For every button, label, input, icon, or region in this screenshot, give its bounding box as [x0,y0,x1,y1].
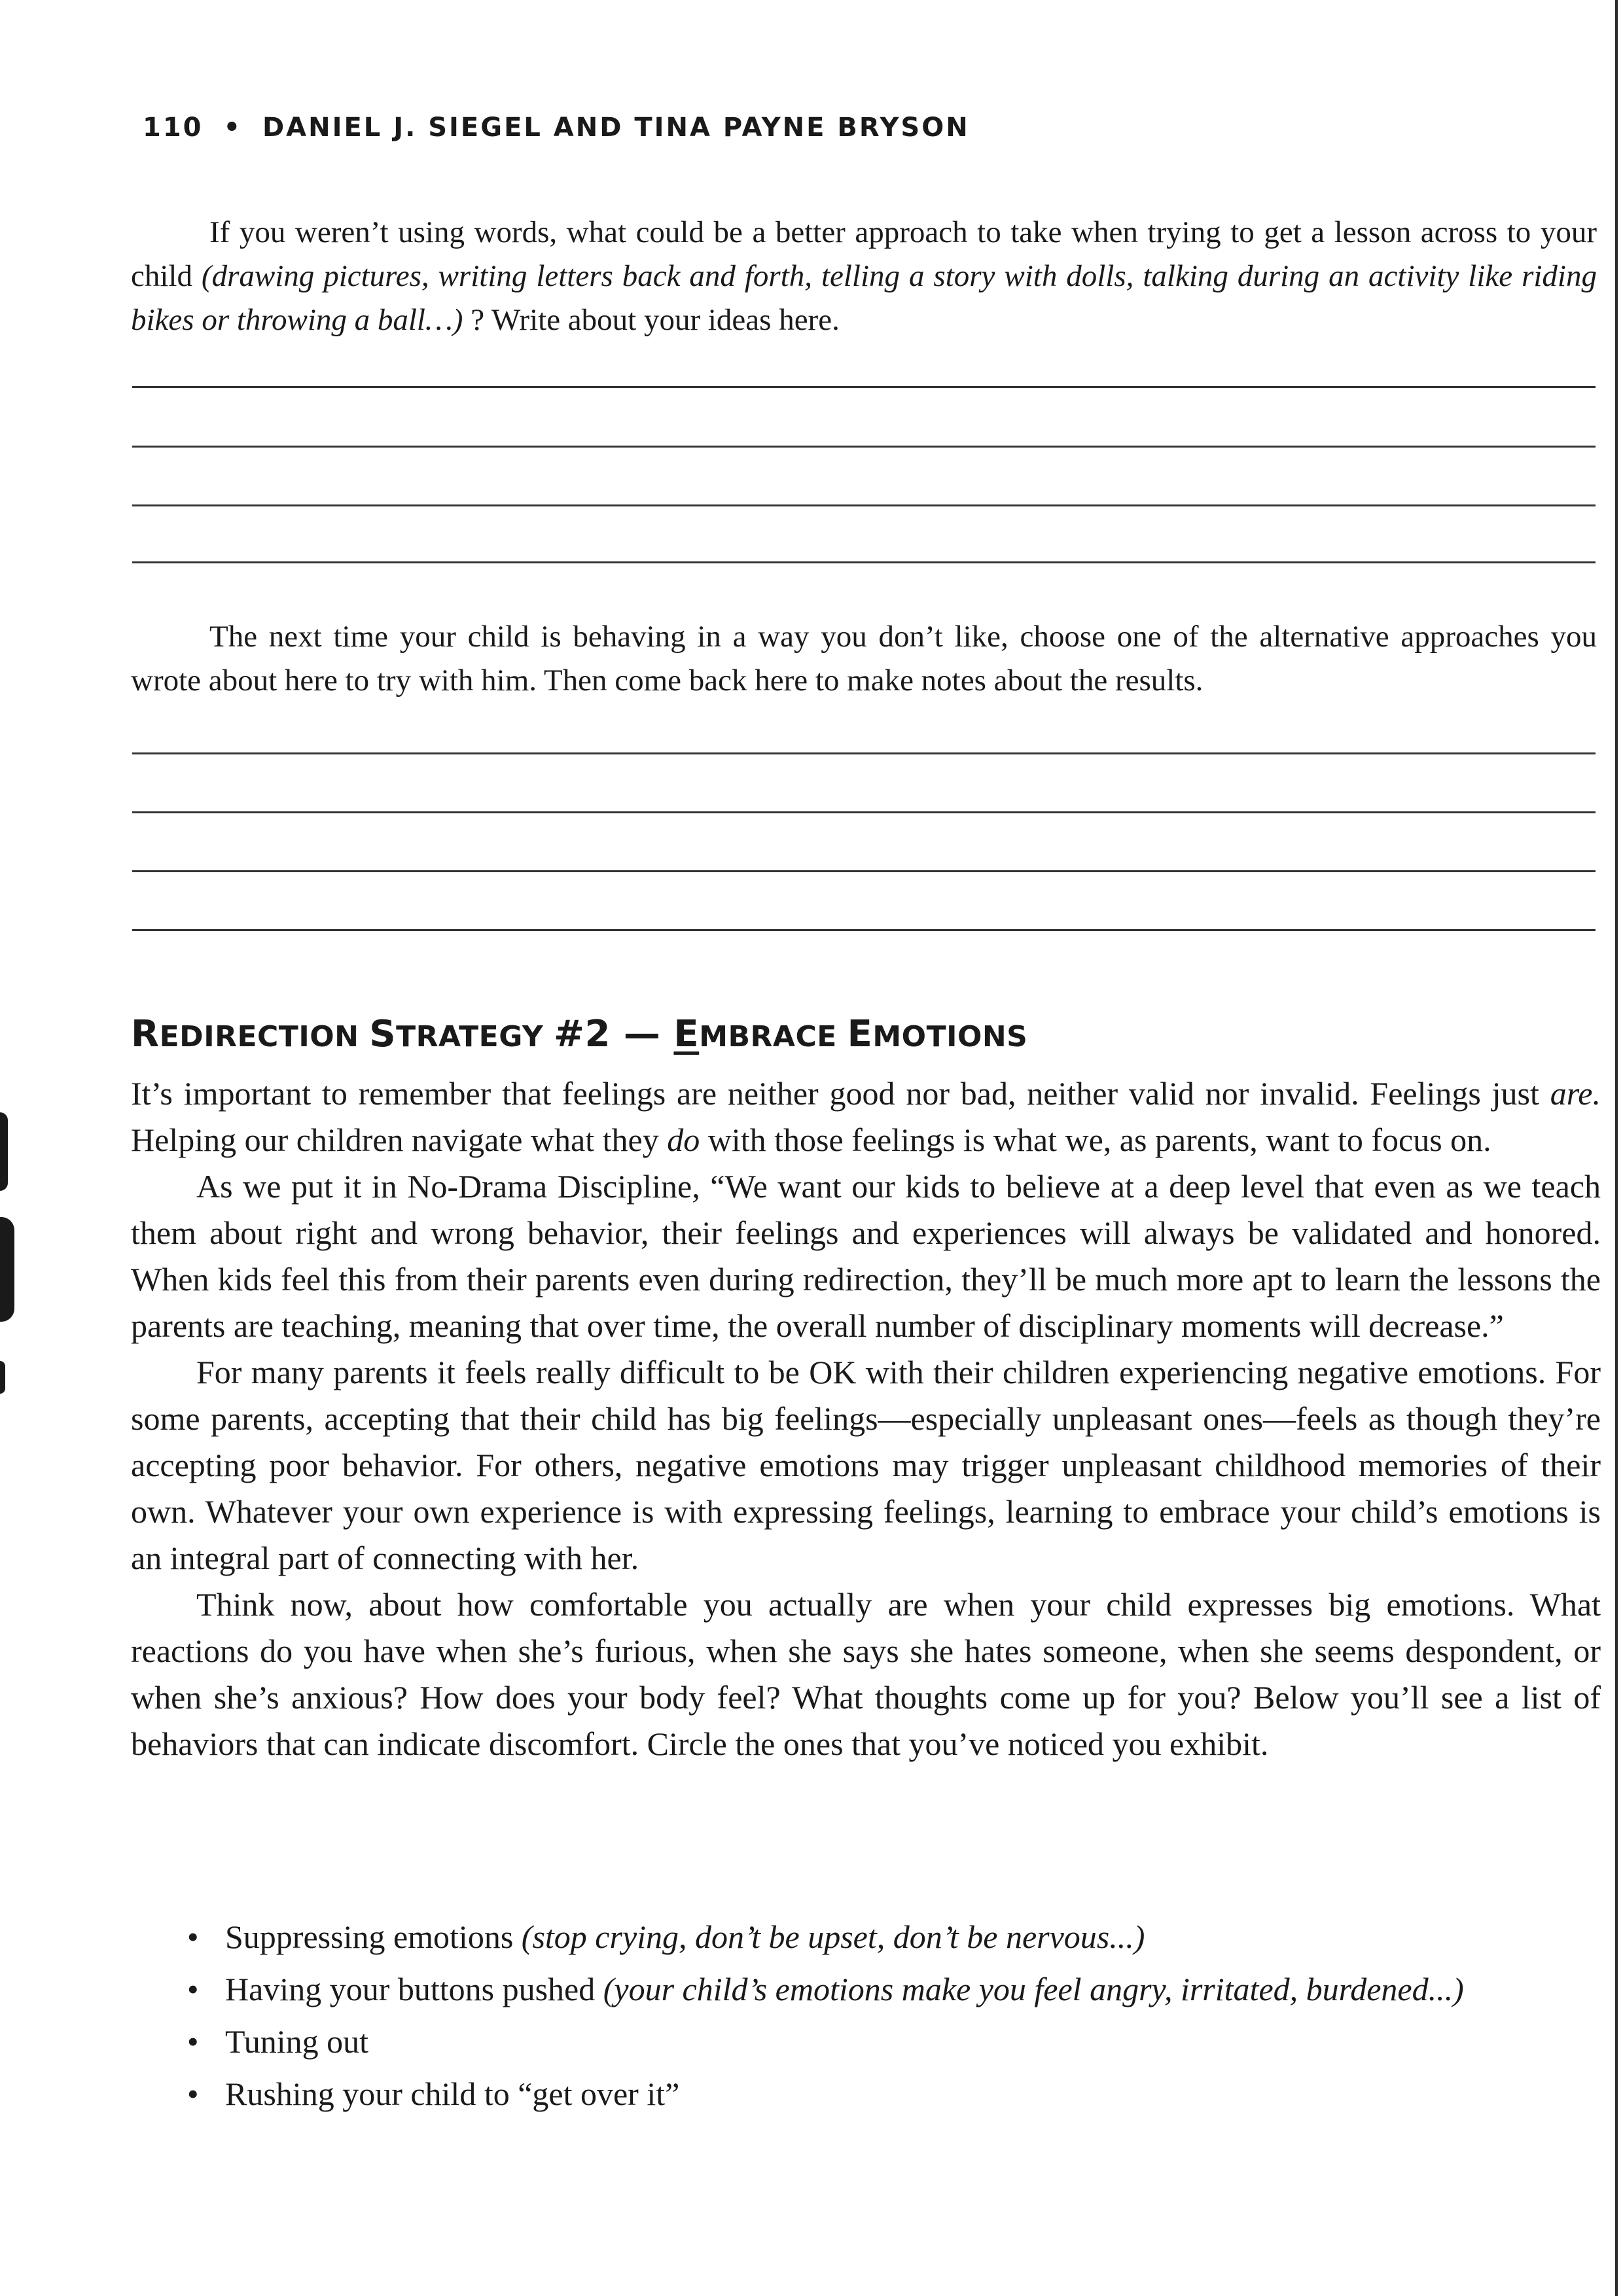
paragraph-2: As we put it in No-Drama Discipline, “We want our kids to believe at a deep level that even as we teach them about right and wrong behavior, their feelings and experiences will always be validated and honored. When kids feel this from their parents even during redirection, they’ll be much more apt to learn the lessons the parents are teaching, meaning that over time, the overall number of disciplinary moments will decrease.” [131,1168,1601,1344]
list-item[interactable]: • Tuning out [131,2015,1597,2068]
bullet-marker: • [187,2075,199,2112]
paragraph-3: For many parents it feels really difficult to be OK with their children experiencing negative emotions. For some parents, accepting that their child has big feelings—especially unpleasant ones—feels as though they’re accepting poor behavior. For others, negative emotions may trigger unpleasant childhood memories of their own. Whatever your own experience is with expressing feelings, learning to embrace your child’s emotions is an integral part of connecting with her. [131,1354,1601,1576]
list-item[interactable]: • Suppressing emotions (stop crying, don’t be upset, don’t be nervous...) [131,1911,1597,1963]
header-authors: DANIEL J. SIEGEL AND TINA PAYNE BRYSON [262,113,970,143]
heading-word: EMOTIONS [847,1013,1028,1055]
bullet-marker: • [187,1918,199,1955]
heading-number: #2 — [554,1013,674,1055]
heading-word: REDIRECTION [131,1013,370,1055]
scan-mark [0,1361,5,1394]
paragraph-4: Think now, about how comfortable you actually are when your child expresses big emotions. What reactions do you have when she’s furious, when she says she hates someone, when she seems despondent, or when she’s anxious? How does your body feel? What thoughts come up for you? Below you’ll see a list of behaviors that can indicate discomfort. Circle the ones that you’ve noticed you exhibit. [131,1586,1601,1762]
bullet-marker: • [187,1971,199,2007]
behavior-list [131,1911,1597,2120]
writing-line[interactable] [132,870,1596,872]
list-item[interactable]: • Rushing your child to “get over it” [131,2068,1597,2120]
writing-line[interactable] [132,811,1596,813]
prompt-1-lead: If you weren’t using words, what could be a better approach to take when trying to get a lesson across to your child [131,215,1597,293]
exercise-prompt-1 [131,211,1597,342]
header-separator: • [223,113,243,143]
prompt-1-tail: ? Write about your ideas here. [463,303,840,337]
running-header [143,113,970,143]
bullet-marker: • [187,2023,199,2060]
exercise-prompt-2: The next time your child is behaving in a way you don’t like, choose one of the alternative approaches you wrote about here to try with him. Then come back here to make notes about the results. [131,620,1597,698]
body-text [131,1070,1601,1767]
writing-line[interactable] [132,929,1596,931]
section-heading [131,1013,1027,1055]
writing-line[interactable] [132,752,1596,754]
paragraph-1: It’s important to remember that feelings are neither good nor bad, neither valid nor invalid. Feelings just are. Helping our children navigate what they do with those feelings is what we, as parents, want to focus on. [131,1075,1601,1158]
writing-line[interactable] [132,446,1596,448]
writing-line[interactable] [132,561,1596,563]
heading-word: EMBRACE [673,1013,847,1055]
page-edge-shadow [1615,0,1618,2296]
writing-line[interactable] [132,504,1596,506]
heading-word: STRATEGY [369,1013,554,1055]
prompt-1-examples: (drawing pictures, writing letters back and forth, telling a story with dolls, talking during an activity like riding bikes or throwing a ball…) [131,259,1597,337]
scan-mark [0,1217,14,1322]
scan-mark [0,1112,8,1191]
page-number: 110 [143,113,204,143]
writing-line[interactable] [132,386,1596,388]
list-item[interactable]: • Having your buttons pushed (your child’s emotions make you feel angry, irritated, burdened...) [131,1963,1597,2015]
